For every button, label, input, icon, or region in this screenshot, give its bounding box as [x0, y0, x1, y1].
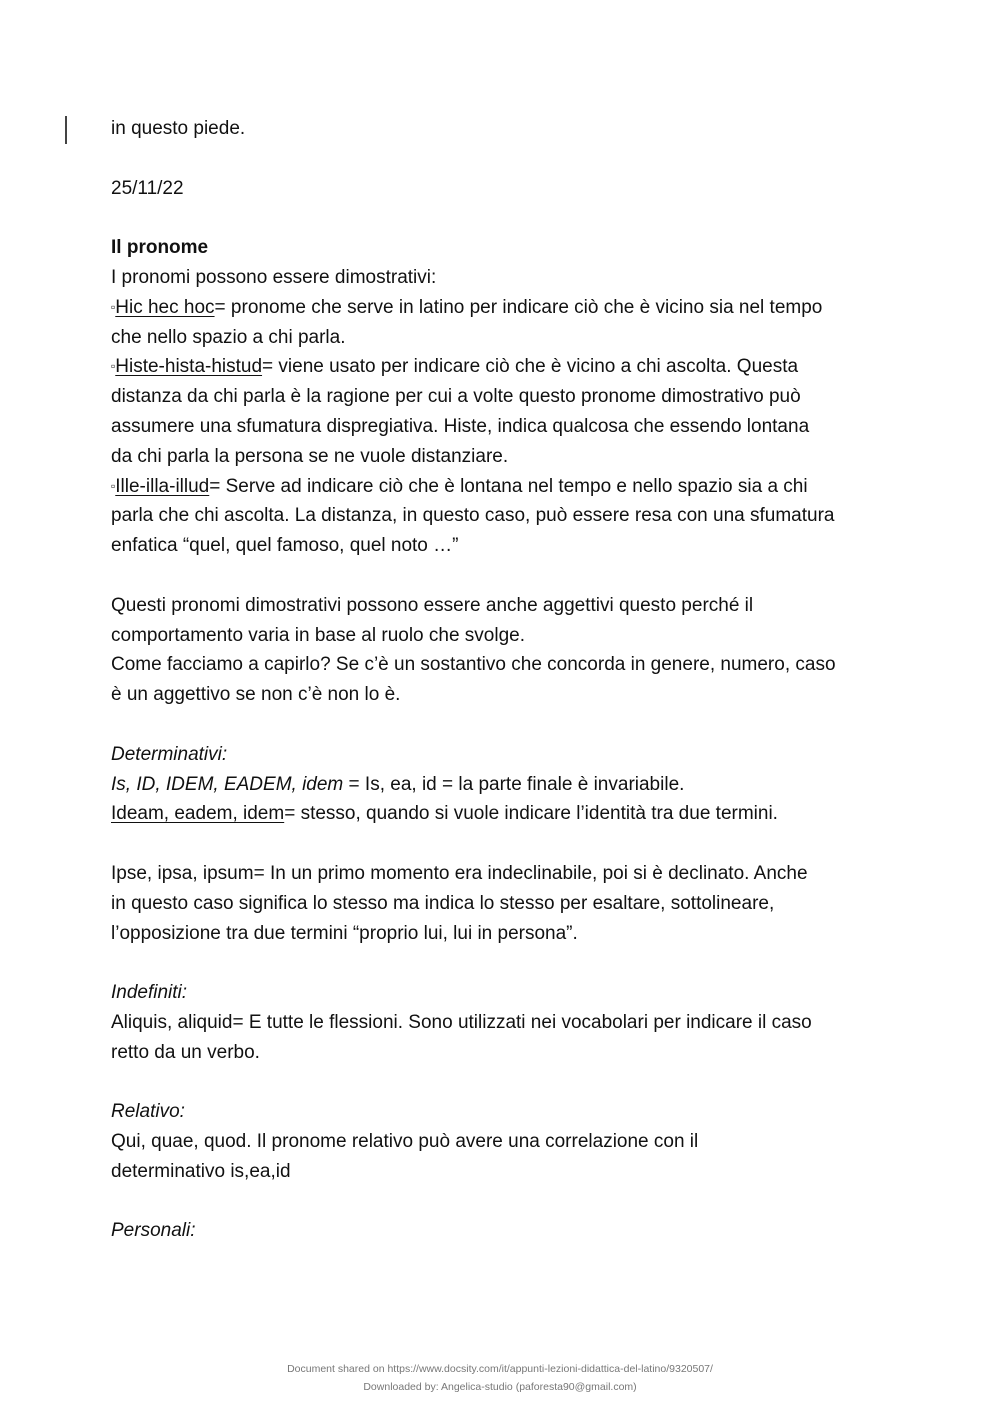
- definition: = Serve ad indicare ciò che è lontana nel tempo e nello spazio sia a chi: [209, 475, 808, 497]
- text-line: Aliquis, aliquid= E tutte le flessioni. Sono utilizzati nei vocabolari per indicare il caso: [111, 1011, 812, 1033]
- bullet-icon: ▫: [111, 478, 116, 493]
- text-line: enfatica “quel, quel famoso, quel noto …”: [111, 535, 459, 557]
- footer-shared-link[interactable]: Document shared on https://www.docsity.com/it/appunti-lezioni-didattica-del-latino/9320507/: [287, 1363, 713, 1375]
- text-line: in questo piede.: [111, 118, 246, 139]
- revision-bar: [65, 116, 67, 144]
- date-line: 25/11/22: [111, 177, 184, 199]
- section-heading: Relativo:: [111, 1101, 185, 1123]
- text-line: che nello spazio a chi parla.: [111, 326, 346, 348]
- text-line: comportamento varia in base al ruolo che svolge.: [111, 624, 526, 646]
- text-line: da chi parla la persona se ne vuole distanziare.: [111, 445, 509, 467]
- text-line: retto da un verbo.: [111, 1041, 260, 1063]
- page-footer: [0, 1360, 1000, 1396]
- text-line: l’opposizione tra due termini “proprio lui, lui in persona”.: [111, 922, 578, 944]
- text-line: determinativo is,ea,id: [111, 1160, 291, 1182]
- text-line: I pronomi possono essere dimostrativi:: [111, 266, 437, 288]
- bullet-icon: ▫: [111, 299, 116, 314]
- text-line: Ipse, ipsa, ipsum= In un primo momento era indeclinabile, poi si è declinato. Anche: [111, 862, 808, 884]
- text-line: [111, 770, 901, 800]
- document-body: [111, 114, 901, 1246]
- list-item-ille: [111, 472, 901, 502]
- term: Ille-illa-illud: [115, 475, 210, 497]
- term: Hic hec hoc: [115, 296, 215, 318]
- text-line: Come facciamo a capirlo? Se c’è un sostantivo che concorda in genere, numero, caso: [111, 654, 836, 676]
- definition: = viene usato per indicare ciò che è vicino a chi ascolta. Questa: [262, 356, 799, 378]
- section-heading: Indefiniti:: [111, 982, 188, 1004]
- section-heading: Determinativi:: [111, 743, 228, 765]
- text-line: Questi pronomi dimostrativi possono essere anche aggettivi questo perché il: [111, 594, 754, 616]
- text-line: è un aggettivo se non c’è non lo è.: [111, 684, 401, 706]
- definition: = pronome che serve in latino per indicare ciò che è vicino sia nel tempo: [214, 296, 823, 318]
- list-item-histe: [111, 352, 901, 382]
- footer-downloaded-by: Downloaded by: Angelica-studio (paforesta90@gmail.com): [363, 1381, 637, 1393]
- term: Is, ID, IDEM, EADEM, idem: [111, 773, 344, 795]
- term: Ideam, eadem, idem: [111, 803, 285, 825]
- section-heading: Personali:: [111, 1220, 196, 1242]
- text-line: parla che chi ascolta. La distanza, in questo caso, può essere resa con una sfumatura: [111, 505, 835, 527]
- definition: = Is, ea, id = la parte finale è invariabile.: [343, 773, 685, 795]
- text-line: assumere una sfumatura dispregiativa. Histe, indica qualcosa che essendo lontana: [111, 415, 810, 437]
- list-item-hic: [111, 293, 901, 323]
- text-line: [111, 799, 901, 829]
- text-line: distanza da chi parla è la ragione per cui a volte questo pronome dimostrativo può: [111, 386, 801, 408]
- bullet-icon: ▫: [111, 359, 116, 374]
- definition: = stesso, quando si vuole indicare l’identità tra due termini.: [284, 803, 778, 825]
- text-line: in questo caso significa lo stesso ma indica lo stesso per esaltare, sottolineare,: [111, 892, 775, 914]
- text-line: Qui, quae, quod. Il pronome relativo può avere una correlazione con il: [111, 1131, 699, 1153]
- section-heading: Il pronome: [111, 237, 209, 259]
- term: Histe-hista-histud: [115, 356, 263, 378]
